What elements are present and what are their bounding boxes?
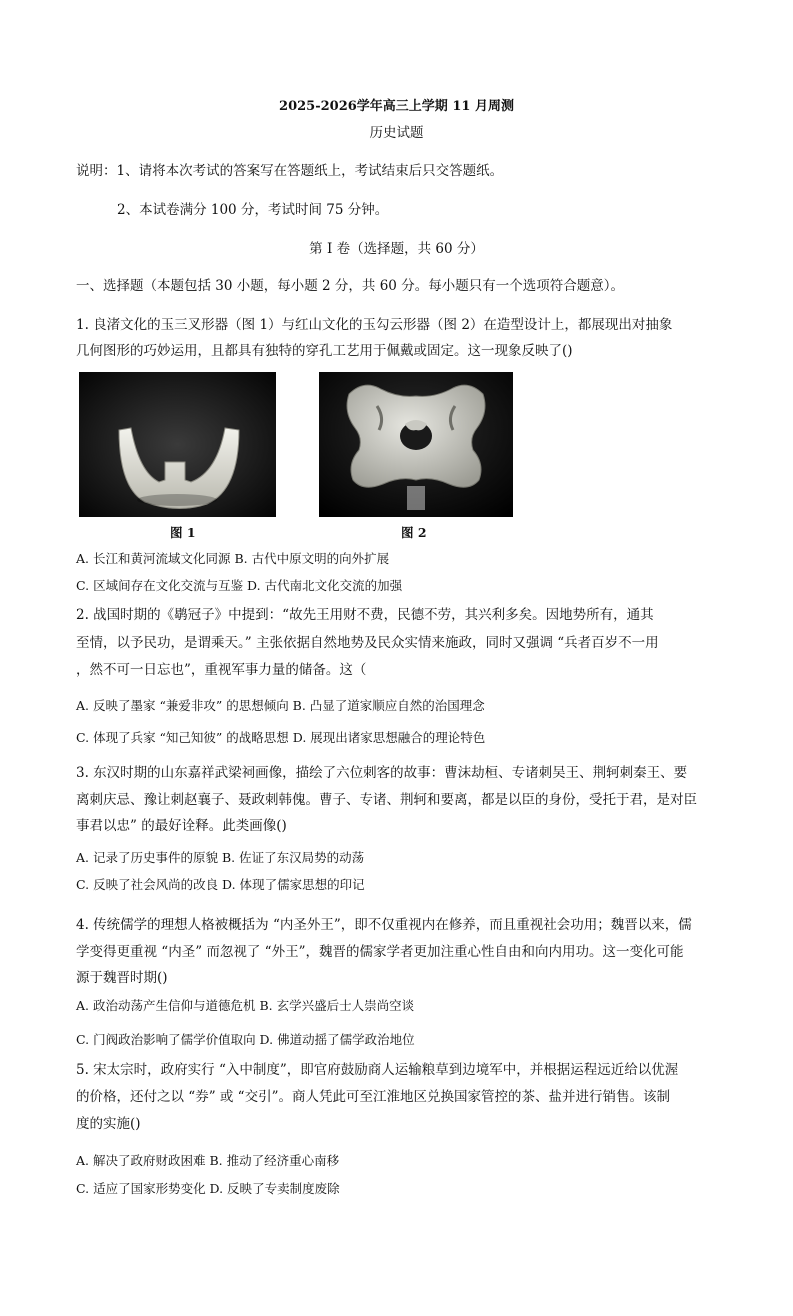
- q4-line-1: 4. 传统儒学的理想人格被概括为 “内圣外王”，即不仅重视内在修养，而且重视社会功用；魏晋以来，儒: [76, 917, 692, 933]
- q5-options-cd: C. 适应了国家形势变化 D. 反映了专卖制度废除: [76, 1181, 340, 1196]
- instruction-line-1: 说明：1、请将本次考试的答案写在答题纸上，考试结束后只交答题纸。: [76, 163, 504, 179]
- q3-options-ab: A. 记录了历史事件的原貌 B. 佐证了东汉局势的动荡: [76, 850, 365, 865]
- q5-line-1: 5. 宋太宗时，政府实行 “入中制度”，即官府鼓励商人运输粮草到边境军中，并根据运程远近给以优渥: [76, 1062, 679, 1078]
- instruction-line-2: 2、本试卷满分 100 分，考试时间 75 分钟。: [117, 202, 389, 218]
- figure-2-caption: 图 2: [401, 525, 427, 540]
- q2-line-1: 2. 战国时期的《鹖冠子》中提到：“故先王用财不费，民德不劳，其兴利多矣。因地势所有，通其: [76, 607, 654, 623]
- jade-hooked-cloud-image: [319, 372, 513, 517]
- q4-line-2: 学变得更重视 “内圣” 而忽视了 “外王”，魏晋的儒家学者更加注重心性自由和向内用功。这一变化可能: [76, 944, 684, 960]
- jade-trident-image: [79, 372, 276, 517]
- exam-subject: 历史试题: [369, 125, 424, 141]
- part-title: 一、选择题（本题包括 30 小题，每小题 2 分，共 60 分。每小题只有一个选项符合题意）。: [76, 278, 624, 294]
- q1-line-2: 几何图形的巧妙运用，且都具有独特的穿孔工艺用于佩戴或固定。这一现象反映了(): [76, 343, 573, 359]
- q3-options-cd: C. 反映了社会风尚的改良 D. 体现了儒家思想的印记: [76, 877, 365, 892]
- figure-2-jade-hooked-cloud: [319, 372, 513, 517]
- q4-options-cd: C. 门阀政治影响了儒学价值取向 D. 佛道动摇了儒学政治地位: [76, 1032, 415, 1047]
- q5-line-2: 的价格，还付之以 “券” 或 “交引”。商人凭此可至江淮地区兑换国家管控的茶、盐并进行销售。该制: [76, 1089, 670, 1105]
- q4-line-3: 源于魏晋时期(): [76, 970, 168, 986]
- q1-options-ab: A. 长江和黄河流域文化同源 B. 古代中原文明的向外扩展: [76, 551, 390, 566]
- q2-options-ab: A. 反映了墨家 “兼爱非攻” 的思想倾向 B. 凸显了道家顺应自然的治国理念: [76, 698, 485, 713]
- volume-title: 第 I 卷（选择题，共 60 分）: [309, 241, 484, 257]
- q4-options-ab: A. 政治动荡产生信仰与道德危机 B. 玄学兴盛后士人崇尚空谈: [76, 998, 415, 1013]
- q3-line-2: 离刺庆忌、豫让刺赵襄子、聂政刺韩傀。曹子、专诸、荆轲和要离，都是以臣的身份，受托于君，是对臣: [76, 792, 697, 808]
- q2-line-2: 至情，以予民功，是谓乘天。” 主张依据自然地势及民众实情来施政，同时又强调 “兵者百岁不一用: [76, 635, 659, 651]
- q1-options-cd: C. 区域间存在文化交流与互鉴 D. 古代南北文化交流的加强: [76, 578, 403, 593]
- exam-title: 2025-2026学年高三上学期 11 月周测: [279, 99, 514, 114]
- q3-line-1: 3. 东汉时期的山东嘉祥武梁祠画像，描绘了六位刺客的故事：曹沫劫桓、专诸刺吴王、荆轲刺秦王、要: [76, 765, 688, 781]
- q5-options-ab: A. 解决了政府财政困难 B. 推动了经济重心南移: [76, 1153, 340, 1168]
- q1-line-1: 1. 良渚文化的玉三叉形器（图 1）与红山文化的玉勾云形器（图 2）在造型设计上，都展现出对抽象: [76, 317, 673, 333]
- q3-line-3: 事君以忠” 的最好诠释。此类画像(): [76, 818, 287, 834]
- q5-line-3: 度的实施(): [76, 1116, 141, 1132]
- figure-1-jade-trident: [79, 372, 276, 517]
- q2-line-3: ，然不可一日忘也”，重视军事力量的储备。这（: [76, 662, 367, 678]
- figure-1-caption: 图 1: [170, 525, 196, 540]
- q2-options-cd: C. 体现了兵家 “知己知彼” 的战略思想 D. 展现出诸家思想融合的理论特色: [76, 730, 486, 745]
